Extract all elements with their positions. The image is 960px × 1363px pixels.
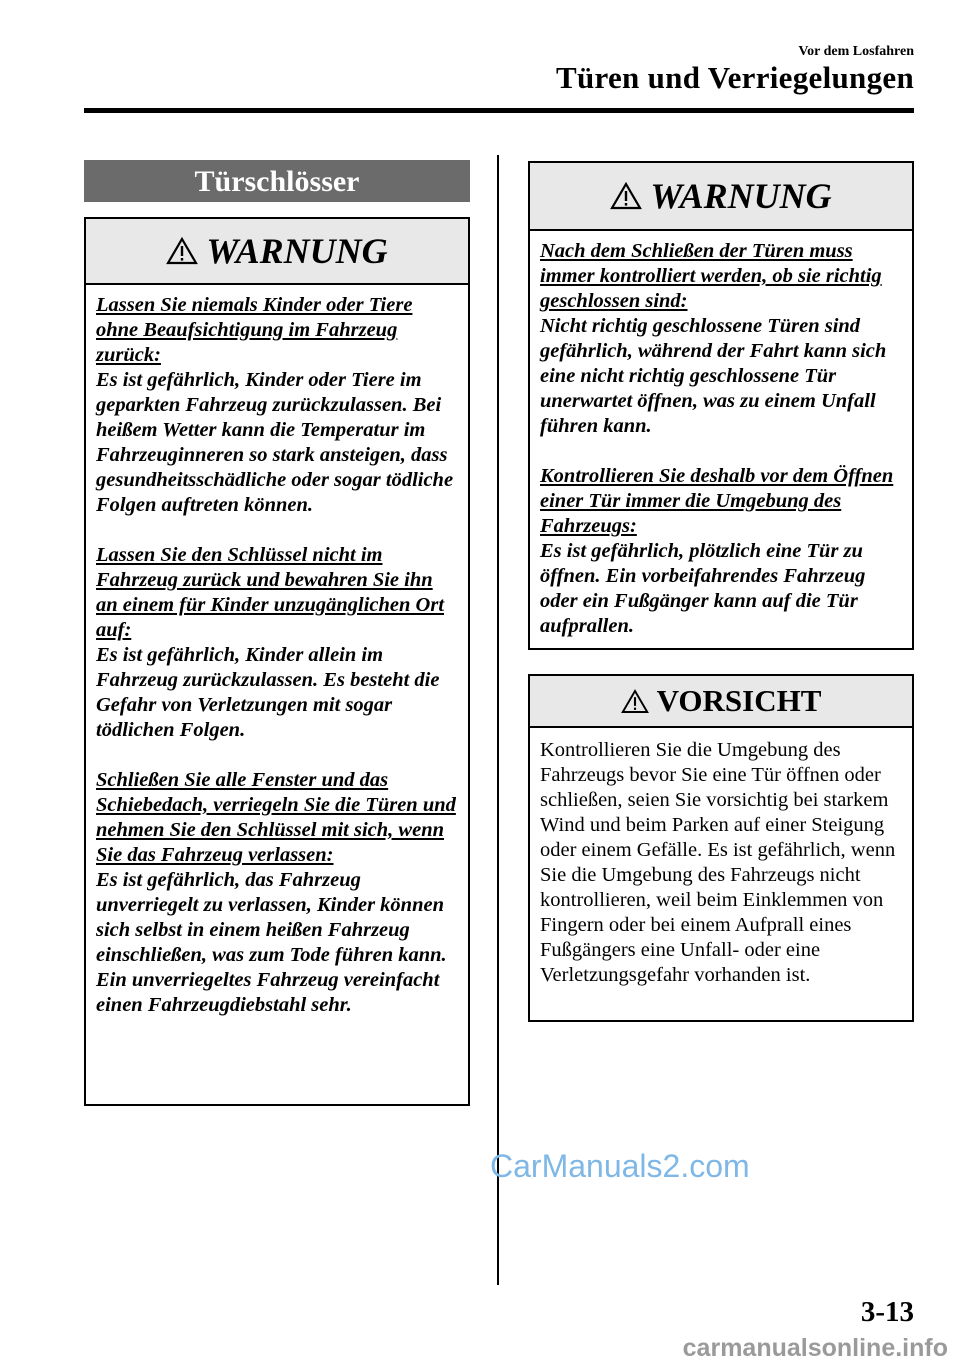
warning-paragraph [96, 768, 458, 1018]
warning-text: Es ist gefährlich, Kinder oder Tiere im geparkten Fahrzeug zurückzulassen. Bei heißem Wetter kann die Temperatur im Fahrzeuginneren so stark ansteigen, dass gesundheitsschädliche oder sogar tödliche Folgen auftreten können. [96, 369, 454, 516]
warning-text: Es ist gefährlich, plötzlich eine Tür zu öffnen. Ein vorbeifahrendes Fahrzeug oder ein Fußgänger kann auf die Tür aufprallen. [540, 540, 866, 637]
warning-paragraph [96, 293, 458, 518]
warning-paragraph [96, 543, 458, 743]
caution-title: VORSICHT [656, 683, 822, 718]
section-bar: Türschlösser [84, 160, 470, 202]
caution-header [530, 676, 912, 728]
warning-lead: Lassen Sie niemals Kinder oder Tiere ohne Beaufsichtigung im Fahrzeug zurück: [96, 294, 413, 366]
warning-lead: Schließen Sie alle Fenster und das Schiebedach, verriegeln Sie die Türen und nehmen Sie den Schlüssel mit sich, wenn Sie das Fahrzeug verlassen: [96, 769, 456, 866]
footer-site-mark: carmanualsonline.info [682, 1334, 948, 1362]
warning-lead: Nach dem Schließen der Türen muss immer kontrolliert werden, ob sie richtig geschlossen sind: [540, 240, 882, 312]
warning-header [530, 163, 912, 231]
warning-box-left [84, 217, 470, 1106]
warning-paragraph [540, 239, 902, 439]
warning-title: WARNUNG [650, 176, 832, 216]
caution-triangle-icon [621, 689, 649, 714]
warning-box-right [528, 161, 914, 650]
warning-paragraph [540, 464, 902, 639]
warning-text: Es ist gefährlich, Kinder allein im Fahrzeug zurückzulassen. Es besteht die Gefahr von Verletzungen mit sogar tödlichen Folgen. [96, 644, 440, 741]
warning-lead: Kontrollieren Sie deshalb vor dem Öffnen einer Tür immer die Umgebung des Fahrzeugs: [540, 465, 894, 537]
warning-body [530, 231, 912, 649]
column-divider [497, 155, 499, 1285]
warning-lead: Lassen Sie den Schlüssel nicht im Fahrzeug zurück und bewahren Sie ihn an einem für Kinder unzugänglichen Ort auf: [96, 544, 445, 641]
warning-triangle-icon [610, 182, 642, 210]
page-number: 3-13 [860, 1296, 914, 1328]
caution-body [530, 728, 912, 998]
header-section-small: Vor dem Losfahren [798, 44, 914, 59]
caution-box [528, 674, 914, 1022]
warning-title: WARNUNG [206, 231, 388, 271]
caution-text: Kontrollieren Sie die Umgebung des Fahrzeugs bevor Sie eine Tür öffnen oder schließen, seien Sie vorsichtig bei starkem Wind und beim Parken auf einer Steigung oder einem Gefälle. Es ist gefährlich, wenn Sie die Umgebung des Fahrzeugs nicht kontrollieren, weil beim Einklemmen von Fingern oder bei einem Aufprall eines Fußgängers eine Unfall- oder eine Verletzungsgefahr vorhanden ist. [540, 739, 896, 986]
header-rule [84, 108, 914, 113]
header-section-title: Türen und Verriegelungen [555, 60, 914, 95]
warning-header [86, 219, 468, 285]
warning-text: Es ist gefährlich, das Fahrzeug unverriegelt zu verlassen, Kinder können sich selbst in einem heißen Fahrzeug einschließen, was zum Tode führen kann. Ein unverriegeltes Fahrzeug vereinfacht einen Fahrzeugdiebstahl sehr. [96, 869, 447, 1016]
warning-body [86, 285, 468, 1028]
watermark-logo: CarManuals2.com [490, 1148, 750, 1184]
warning-text: Nicht richtig geschlossene Türen sind gefährlich, während der Fahrt kann sich eine nicht richtig geschlossene Tür unerwartet öffnen, was zu einem Unfall führen kann. [540, 315, 887, 437]
warning-triangle-icon [166, 237, 198, 265]
